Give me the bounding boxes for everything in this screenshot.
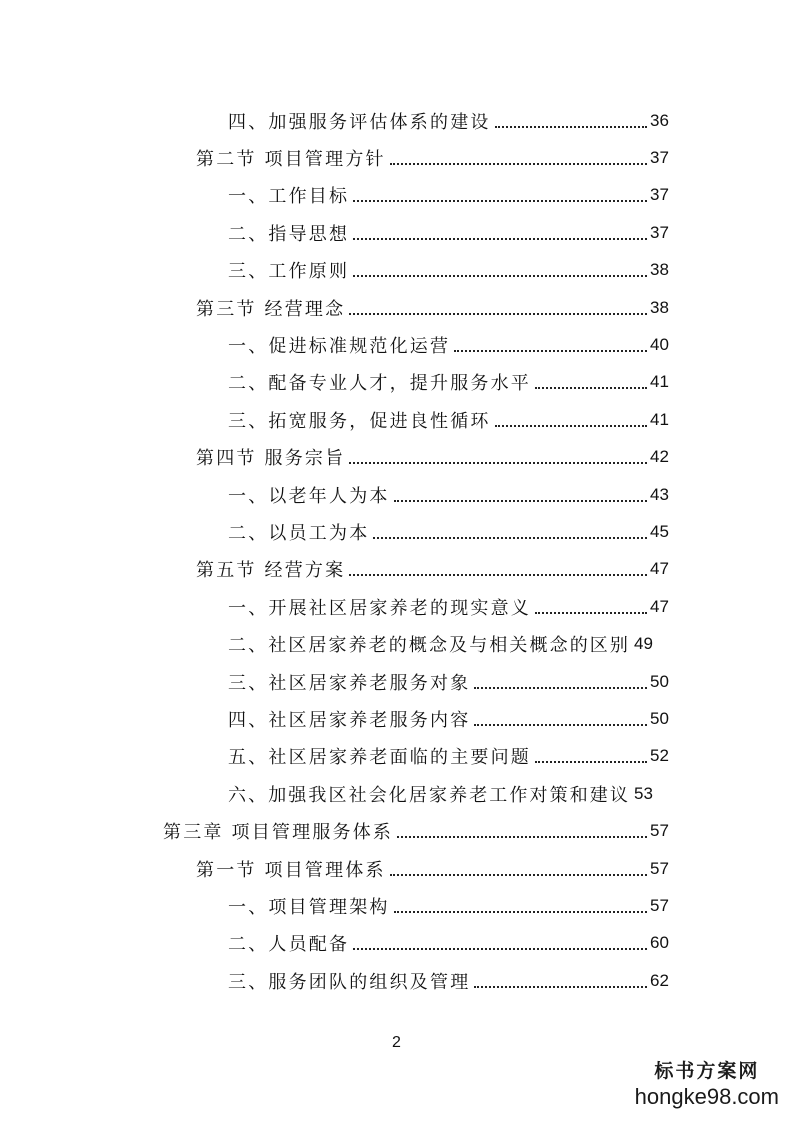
toc-dot-leader (349, 313, 647, 315)
toc-dot-leader (353, 238, 647, 240)
toc-entry-page: 37 (650, 185, 669, 205)
toc-dot-leader (353, 275, 647, 277)
toc-entry-page: 50 (650, 708, 669, 728)
toc-entry-title: 四、社区居家养老服务内容 (228, 709, 471, 731)
toc-dot-leader (349, 462, 647, 464)
toc-entry-title: 三、服务团队的组织及管理 (228, 971, 471, 993)
toc-entry-page: 42 (650, 447, 669, 467)
toc-dot-leader (495, 425, 647, 427)
toc-entry-title: 一、项目管理架构 (228, 896, 390, 918)
toc-entry-title: 第五节 经营方案 (196, 560, 346, 582)
toc-entry-title: 二、人员配备 (228, 934, 350, 956)
toc-entry-page: 57 (650, 821, 669, 841)
toc-entry[interactable] (0, 326, 793, 363)
toc-dot-leader (454, 350, 647, 352)
toc-entry[interactable] (0, 887, 793, 924)
toc-entry-page: 53 (634, 783, 653, 803)
toc-dot-leader (474, 724, 647, 726)
toc-entry-page: 43 (650, 484, 669, 504)
toc-entry-title: 第二节 项目管理方针 (196, 149, 386, 171)
toc-entry[interactable] (0, 364, 793, 401)
toc-entry-page: 37 (650, 222, 669, 242)
toc-dot-leader (349, 574, 647, 576)
toc-entry-page: 36 (650, 110, 669, 130)
toc-entry[interactable] (0, 139, 793, 176)
watermark (635, 1056, 779, 1110)
toc-entry-page: 52 (650, 746, 669, 766)
toc-entry-title: 第三节 经营理念 (196, 298, 346, 320)
toc-entry-page: 37 (650, 148, 669, 168)
toc-entry[interactable] (0, 663, 793, 700)
toc-dot-leader (495, 126, 647, 128)
toc-dot-leader (353, 200, 647, 202)
toc-dot-leader (535, 612, 647, 614)
toc-entry-title: 二、社区居家养老的概念及与相关概念的区别 (228, 635, 630, 657)
toc-entry-page: 47 (650, 596, 669, 616)
toc-entry-page: 57 (650, 895, 669, 915)
toc-entry[interactable] (0, 214, 793, 251)
toc-entry[interactable] (0, 738, 793, 775)
toc-entry-page: 41 (650, 409, 669, 429)
toc-entry-title: 二、配备专业人才，提升服务水平 (228, 373, 531, 395)
toc-entry[interactable] (0, 588, 793, 625)
toc-dot-leader (474, 986, 647, 988)
toc-entry-page: 50 (650, 671, 669, 691)
toc-entry-title: 二、指导思想 (228, 223, 350, 245)
toc-entry[interactable] (0, 551, 793, 588)
toc-entry-page: 57 (650, 858, 669, 878)
toc-dot-leader (397, 836, 647, 838)
toc-dot-leader (535, 761, 647, 763)
toc-entry-title: 一、开展社区居家养老的现实意义 (228, 597, 531, 619)
toc-entry-title: 六、加强我区社会化居家养老工作对策和建议 (228, 784, 630, 806)
toc-entry[interactable] (0, 775, 793, 812)
toc-entry[interactable] (0, 252, 793, 289)
watermark-url: hongke98.com (634, 1084, 779, 1109)
toc-entry[interactable] (0, 513, 793, 550)
toc-entry-page: 38 (650, 260, 669, 280)
toc-dot-leader (394, 500, 647, 502)
toc-entry[interactable] (0, 925, 793, 962)
page-number: 2 (392, 1034, 401, 1051)
toc-entry-page: 40 (650, 335, 669, 355)
toc-entry[interactable] (0, 962, 793, 999)
toc-entry-title: 五、社区居家养老面临的主要问题 (228, 747, 531, 769)
toc-entry-title: 二、以员工为本 (228, 522, 370, 544)
toc-entry-title: 第四节 服务宗旨 (196, 448, 346, 470)
toc-entry-page: 62 (650, 970, 669, 990)
toc-dot-leader (353, 948, 647, 950)
toc-entry[interactable] (0, 476, 793, 513)
toc-entry-page: 49 (634, 634, 653, 654)
toc-entry-title: 一、工作目标 (228, 186, 350, 208)
toc-dot-leader (474, 687, 647, 689)
toc-dot-leader (390, 163, 647, 165)
toc-entry[interactable] (0, 625, 793, 662)
toc-entry-title: 三、拓宽服务，促进良性循环 (228, 410, 491, 432)
toc-dot-leader (390, 874, 647, 876)
table-of-contents (0, 102, 793, 999)
toc-dot-leader (394, 911, 647, 913)
toc-entry-page: 60 (650, 933, 669, 953)
toc-entry-title: 第三章 项目管理服务体系 (163, 822, 394, 844)
toc-entry-title: 一、以老年人为本 (228, 485, 390, 507)
toc-entry[interactable] (0, 289, 793, 326)
toc-entry[interactable] (0, 177, 793, 214)
toc-entry-page: 41 (650, 372, 669, 392)
toc-entry-title: 一、促进标准规范化运营 (228, 336, 451, 358)
toc-entry[interactable] (0, 850, 793, 887)
toc-dot-leader (535, 387, 647, 389)
toc-entry[interactable] (0, 812, 793, 849)
toc-entry-page: 38 (650, 297, 669, 317)
toc-entry[interactable] (0, 401, 793, 438)
toc-entry-page: 47 (650, 559, 669, 579)
toc-entry[interactable] (0, 102, 793, 139)
toc-entry[interactable] (0, 700, 793, 737)
toc-entry[interactable] (0, 439, 793, 476)
toc-entry-title: 第一节 项目管理体系 (196, 859, 386, 881)
watermark-title: 标书方案网 (654, 1060, 760, 1082)
toc-entry-page: 45 (650, 521, 669, 541)
toc-entry-title: 三、社区居家养老服务对象 (228, 672, 471, 694)
toc-dot-leader (373, 537, 647, 539)
toc-entry-title: 三、工作原则 (228, 261, 350, 283)
toc-entry-title: 四、加强服务评估体系的建设 (228, 111, 491, 133)
